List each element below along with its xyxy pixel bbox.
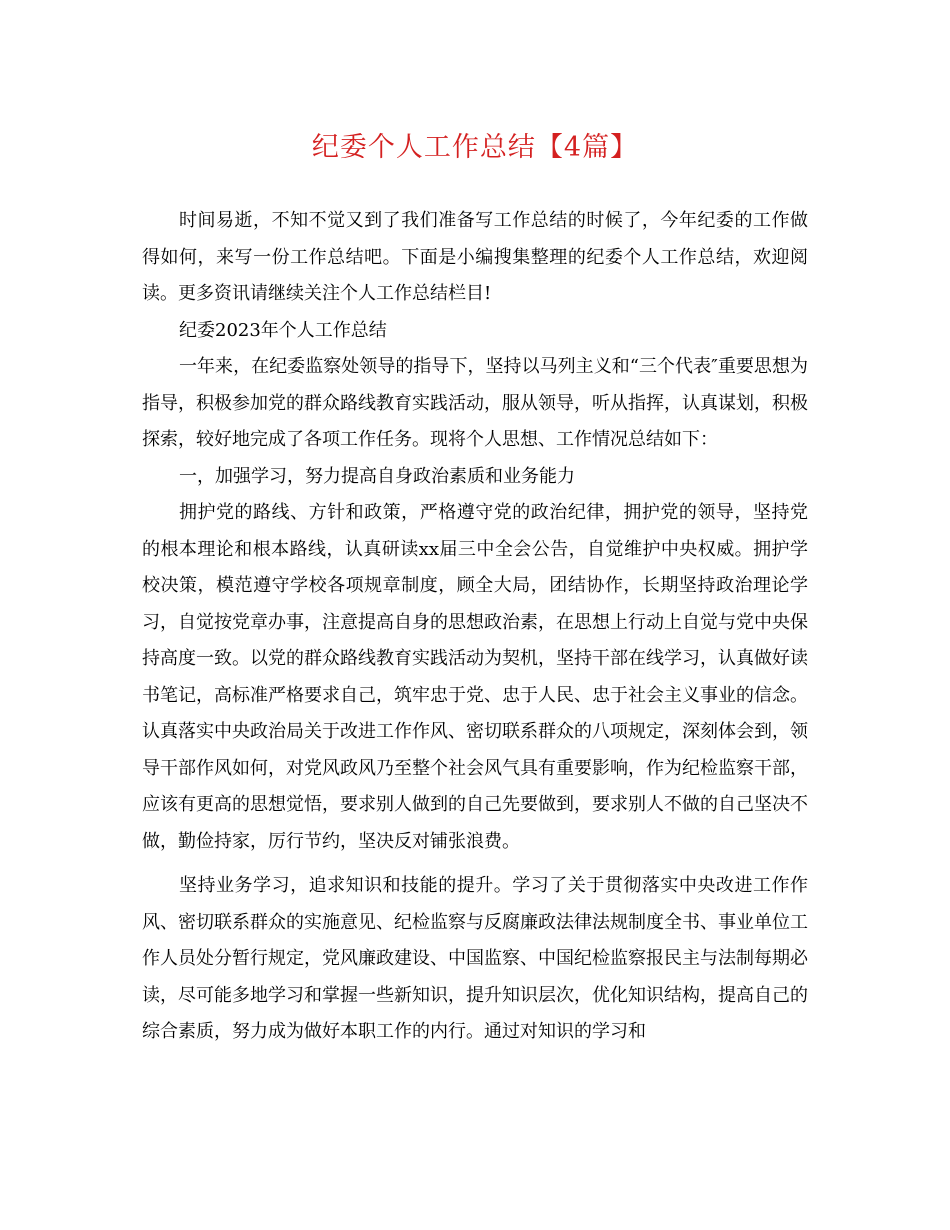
section-heading: 一，加强学习，努力提高自身政治素质和业务能力 bbox=[179, 465, 575, 487]
section-title: 纪委2023年个人工作总结 bbox=[179, 319, 387, 341]
politics-paragraph: 拥护党的路线、方针和政策，严格遵守党的政治纪律，拥护党的领导，坚持党的根本理论和根本路线，认真研读xx届三中全会公告，自觉维护中央权威。拥护学校决策，模范遵守学校各项规章制度，顾全大局，团结协作，长期坚持政治理论学习，自觉按党章办事，注意提高自身的思想政治素，在思想上行动上自觉与党中央保持高度一致。以党的群众路线教育实践活动为契机，坚持干部在线学习，认真做好读书笔记，高标准严格要求自己，筑牢忠于党、忠于人民、忠于社会主义事业的信念。认真落实中央政治局关于改进工作作风、密切联系群众的八项规定，深刻体会到，领导干部作风如何，对党风政风乃至整个社会风气具有重要影响，作为纪检监察干部，应该有更高的思想觉悟，要求别人做到的自己先要做到，要求别人不做的自己坚决不做，勤俭持家，厉行节约，坚决反对铺张浪费。 bbox=[142, 502, 808, 852]
study-paragraph: 坚持业务学习，追求知识和技能的提升。学习了关于贯彻落实中央改进工作作风、密切联系群众的实施意见、纪检监察与反腐廉政法律法规制度全书、事业单位工作人员处分暂行规定，党风廉政建设、中国监察、中国纪检监察报民主与法制每期必读，尽可能多地学习和掌握一些新知识，提升知识层次，优化知识结构，提高自己的综合素质，努力成为做好本职工作的内行。通过对知识的学习和 bbox=[142, 875, 808, 1042]
document-title: 纪委个人工作总结【4篇】 bbox=[311, 132, 639, 163]
intro-paragraph: 时间易逝，不知不觉又到了我们准备写工作总结的时候了，今年纪委的工作做得如何，来写一份工作总结吧。下面是小编搜集整理的纪委个人工作总结，欢迎阅读。更多资讯请继续关注个人工作总结栏目! bbox=[142, 210, 808, 304]
document-body bbox=[142, 203, 808, 1051]
summary-paragraph: 一年来，在纪委监察处领导的指导下，坚持以马列主义和“三个代表″重要思想为指导，积极参加党的群众路线教育实践活动，服从领导，听从指挥，认真谋划，积极探索，较好地完成了各项工作任务。现将个人思想、工作情况总结如下： bbox=[142, 356, 808, 450]
